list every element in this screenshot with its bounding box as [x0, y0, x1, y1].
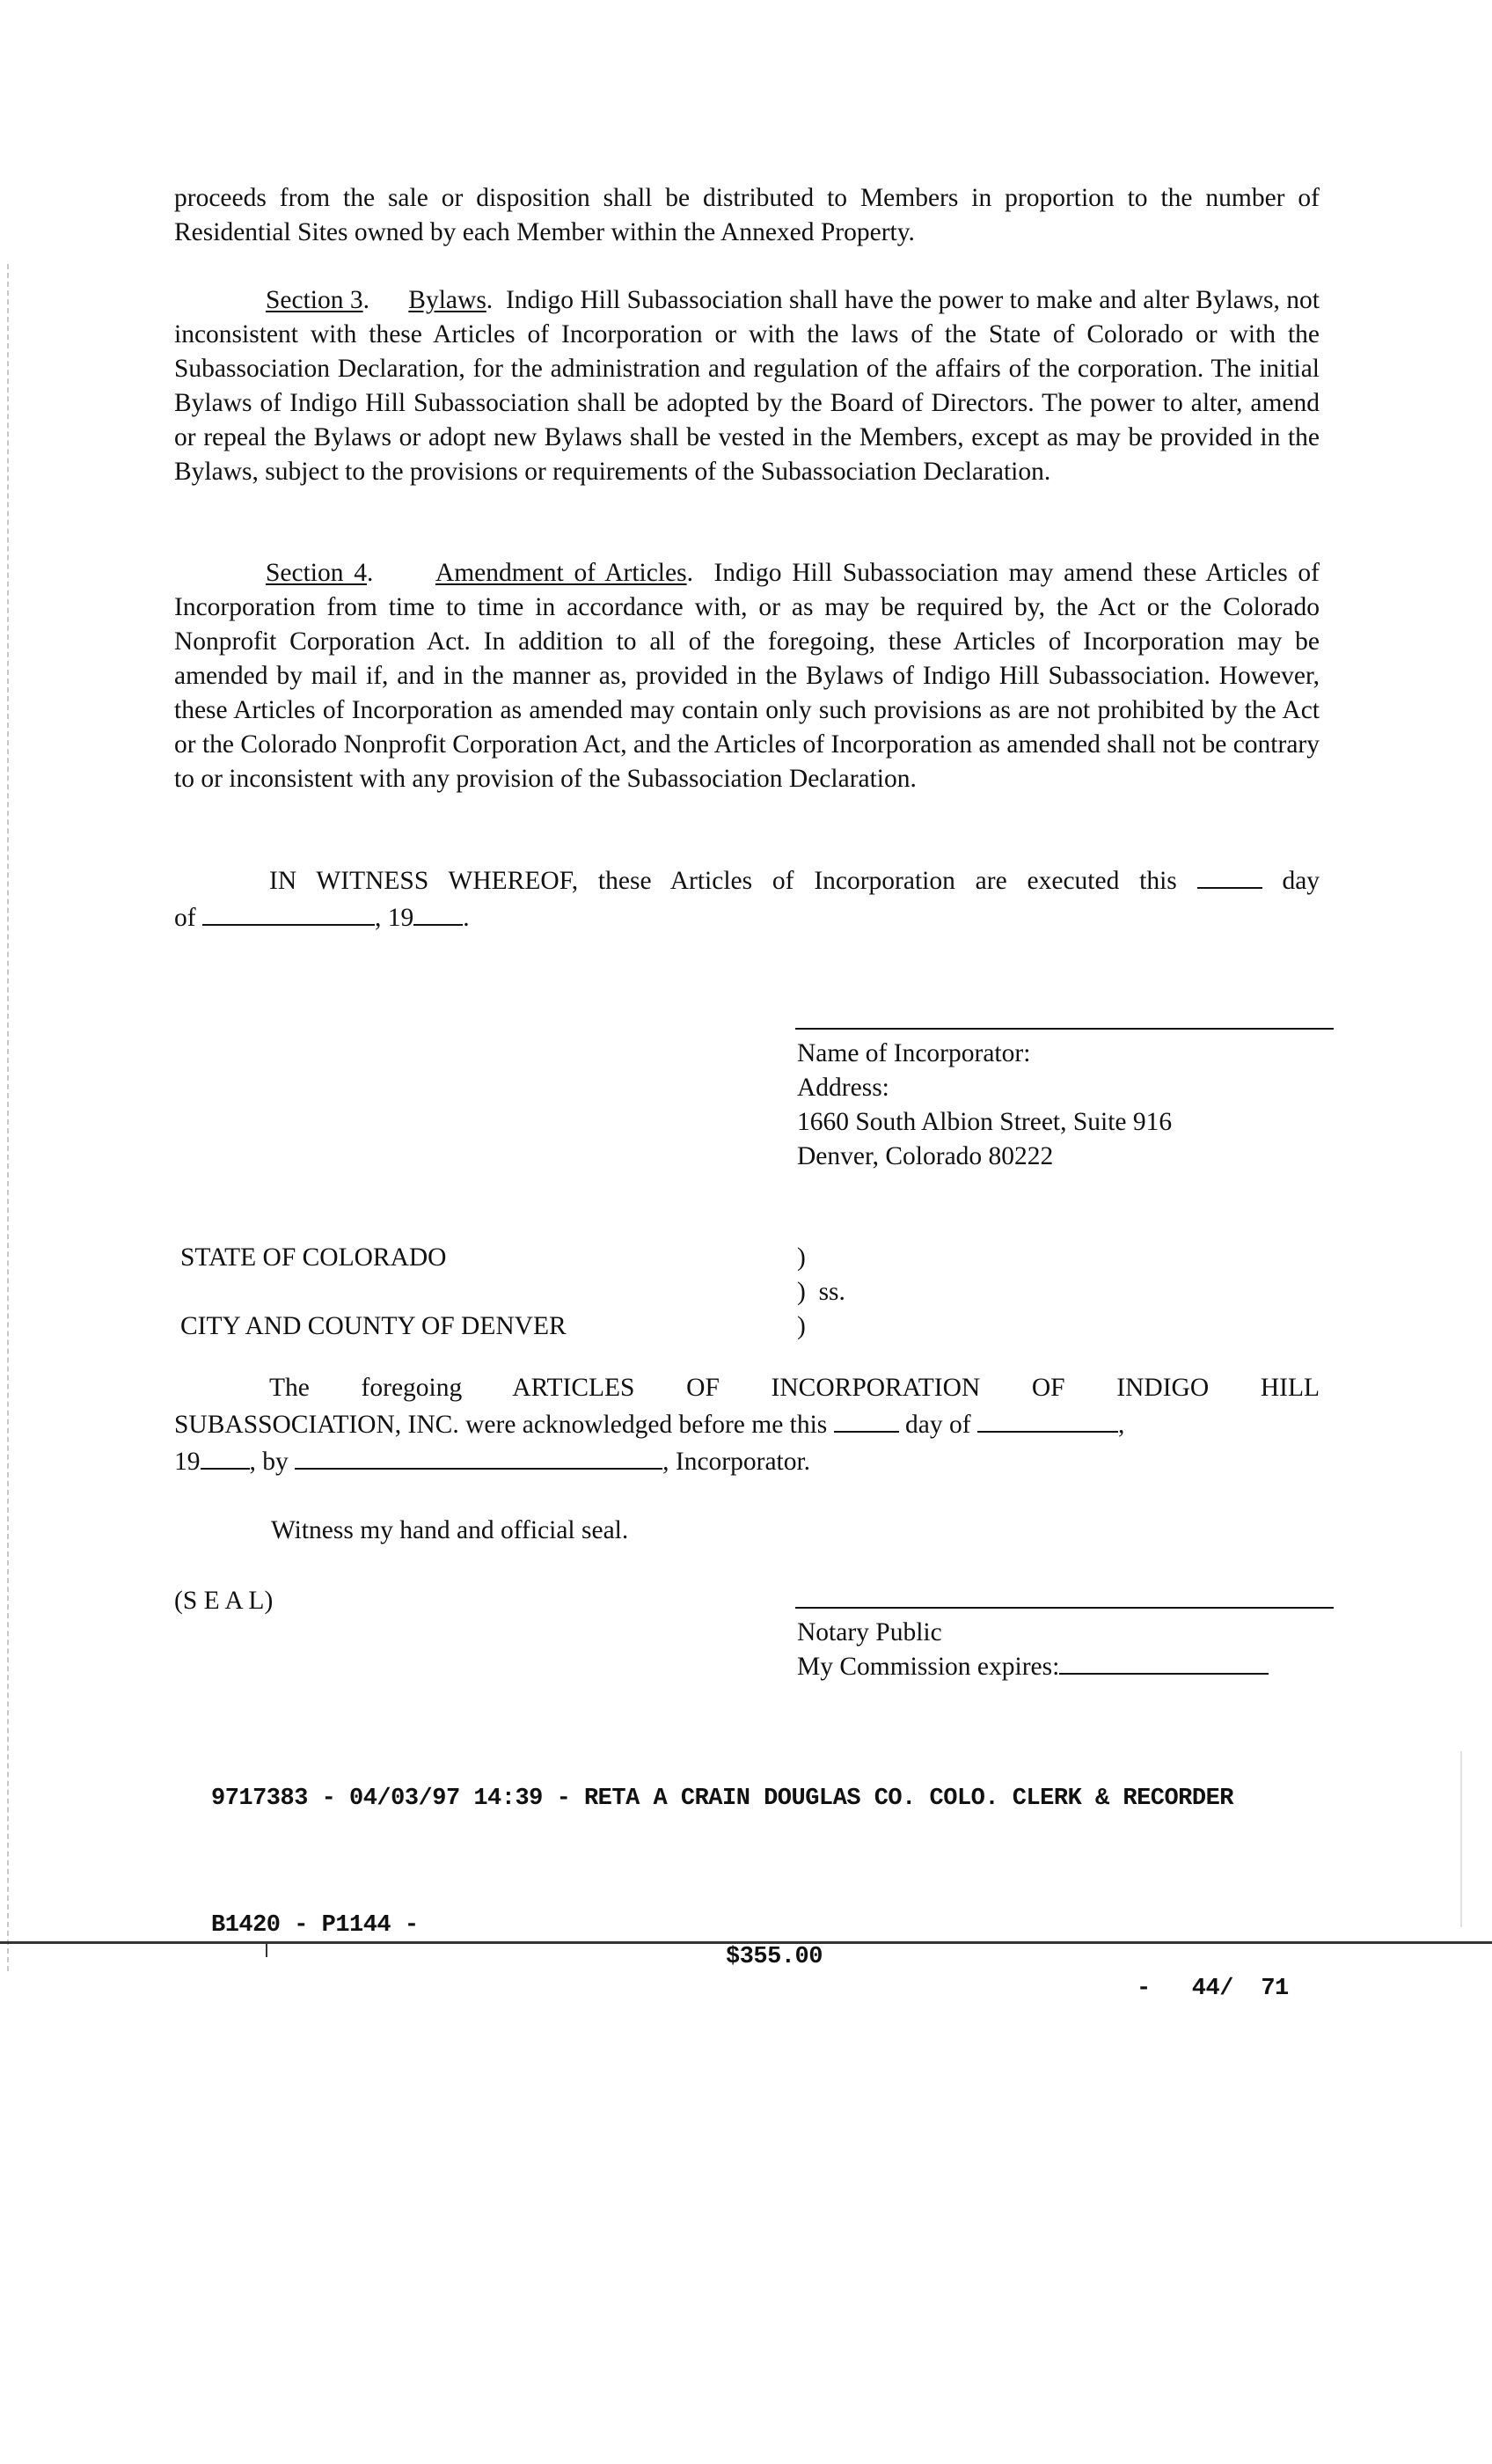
scan-bottom-edge — [0, 1941, 1492, 1944]
scan-edge-left — [7, 264, 9, 1971]
section-4-paragraph: Section 4. Amendment of Articles. Indigo Hill Subassociation may amend these Articles of Incorporation from time to time in accordance with, or as may be required by, the Act or the Colorado Nonprofit Corporation Act. In addition to all of the foregoing, these Articles of Incorporation may be amended by mail if, and in the manner as, provided in the Bylaws of Indigo Hill Subassociation. However, these Articles of Incorporation as amended may contain only such provisions as are not prohibited by the Act or the Colorado Nonprofit Corporation Act, and the Articles of Incorporation as amended shall not be contrary to or inconsistent with any provision of the Subassociation Declaration. — [174, 559, 1320, 793]
incorporator-city: Denver, Colorado 80222 — [797, 1142, 1054, 1170]
scan-right-edge — [1460, 1751, 1462, 1927]
section-4-label: Section 4 — [266, 559, 367, 587]
recorder-page-count: - 44/ 71 — [1137, 1976, 1289, 2002]
witness-year-prefix: , 19 — [374, 904, 414, 932]
section-4-heading: Amendment of Articles — [435, 559, 687, 587]
section-3-paragraph: Section 3. Bylaws. Indigo Hill Subassociation shall have the power to make and alter Bylaws, not inconsistent with these Articles of Incorporation or with the laws of the State of Colorado or with the Subassociation Declaration, for the administration and regulation of the affairs of the corporation. The initial Bylaws of Indigo Hill Subassociation shall be adopted by the Board of Directors. The power to alter, amend or repeal the Bylaws or adopt new Bylaws shall be vested in the Members, except as may be provided in the Bylaws, subject to the provisions or requirements of the Subassociation Declaration. — [174, 286, 1320, 486]
ack-day-of: day of — [905, 1411, 971, 1439]
witness-intro: IN WITNESS WHEREOF, these Articles of Incorporation are executed this — [269, 867, 1177, 895]
section-3-label: Section 3 — [266, 286, 363, 314]
section-3-body: Indigo Hill Subassociation shall have the power to make and alter Bylaws, not inconsistent with these Articles of Incorporation or with the laws of the State of Colorado or with the Subassociation Declaration, for the administration and regulation of the affairs of the corporation. The initial Bylaws of Indigo Hill Subassociation shall be adopted by the Board of Directors. The power to alter, amend or repeal the Bylaws or adopt new Bylaws shall be vested in the Members, except as may be provided in the Bylaws, subject to the provisions or requirements of the Subassociation Declaration. — [174, 286, 1320, 486]
recorder-fee: $355.00 — [726, 1944, 823, 1970]
incorporator-name-label: Name of Incorporator: — [797, 1039, 1031, 1067]
section-3-heading: Bylaws — [408, 286, 486, 314]
scan-tick-mark — [266, 1941, 267, 1957]
venue-state: STATE OF COLORADO — [180, 1243, 447, 1272]
venue-paren-1: ) — [797, 1243, 806, 1272]
witness-of-word: of — [174, 904, 196, 932]
incorporator-signature-line[interactable] — [795, 1028, 1334, 1030]
continuation-text: proceeds from the sale or disposition shall be distributed to Members in proportion to the number of Residential Sites owned by each Member within the Annexed Property. — [174, 184, 1320, 246]
incorporator-address-label: Address: — [797, 1074, 889, 1102]
ack-year-prefix: 19 — [174, 1448, 201, 1476]
ack-year-blank[interactable] — [201, 1445, 250, 1470]
recorder-book-page: B1420 - P1144 - — [211, 1912, 419, 1939]
incorporator-block — [797, 1037, 1172, 1174]
ack-line-1: The foregoing ARTICLES OF INCORPORATION OF INDIGO HILL — [269, 1374, 1320, 1402]
venue-paren-3: ) — [797, 1312, 806, 1340]
notary-signature-line[interactable] — [795, 1607, 1334, 1609]
recorder-line-1: 9717383 - 04/03/97 14:39 - RETA A CRAIN DOUGLAS CO. COLO. CLERK & RECORDER — [211, 1786, 1233, 1812]
seal-text: (S E A L) — [174, 1587, 274, 1615]
month-blank[interactable] — [202, 901, 375, 926]
venue-paren-ss: ) ss. — [797, 1278, 845, 1306]
notary-commission: My Commission expires: — [797, 1653, 1060, 1681]
ack-incorporator: , Incorporator. — [662, 1448, 811, 1476]
continuation-paragraph — [174, 181, 1320, 250]
witness-clause: IN WITNESS WHEREOF, these Articles of Incorporation are executed this day of , 19 . — [174, 862, 1320, 936]
recorder-stamp — [211, 1720, 1289, 2002]
ack-incorporator-blank[interactable] — [295, 1445, 662, 1470]
commission-expires-blank[interactable] — [1059, 1650, 1269, 1675]
notary-block — [797, 1616, 1269, 1684]
incorporator-street: 1660 South Albion Street, Suite 916 — [797, 1108, 1173, 1136]
ack-day-blank[interactable] — [834, 1408, 899, 1433]
ack-line-2: SUBASSOCIATION, INC. were acknowledged before me this — [174, 1411, 828, 1439]
witness-day-word: day — [1282, 867, 1320, 895]
ack-month-blank[interactable] — [977, 1408, 1118, 1433]
section-4-body: Indigo Hill Subassociation may amend these Articles of Incorporation from time to time in accordance with, or as may be required by, the Act or the Colorado Nonprofit Corporation Act. In addition to all of the foregoing, these Articles of Incorporation may be amended by mail if, and in the manner as, provided in the Bylaws of Indigo Hill Subassociation. However, these Articles of Incorporation as amended may contain only such provisions as are not prohibited by the Act or the Colorado Nonprofit Corporation Act, and the Articles of Incorporation as amended shall not be contrary to or inconsistent with any provision of the Subassociation Declaration. — [174, 559, 1320, 793]
year-blank[interactable] — [413, 901, 463, 926]
day-blank[interactable] — [1197, 864, 1262, 889]
notary-title: Notary Public — [797, 1618, 942, 1646]
venue-county: CITY AND COUNTY OF DENVER — [180, 1312, 567, 1340]
acknowledgment-paragraph: The foregoing ARTICLES OF INCORPORATION OF INDIGO HILL SUBASSOCIATION, INC. were acknowledged before me this day of , 19 , by , Incorporator. — [174, 1374, 1320, 1476]
witness-hand-text: Witness my hand and official seal. — [271, 1516, 629, 1544]
